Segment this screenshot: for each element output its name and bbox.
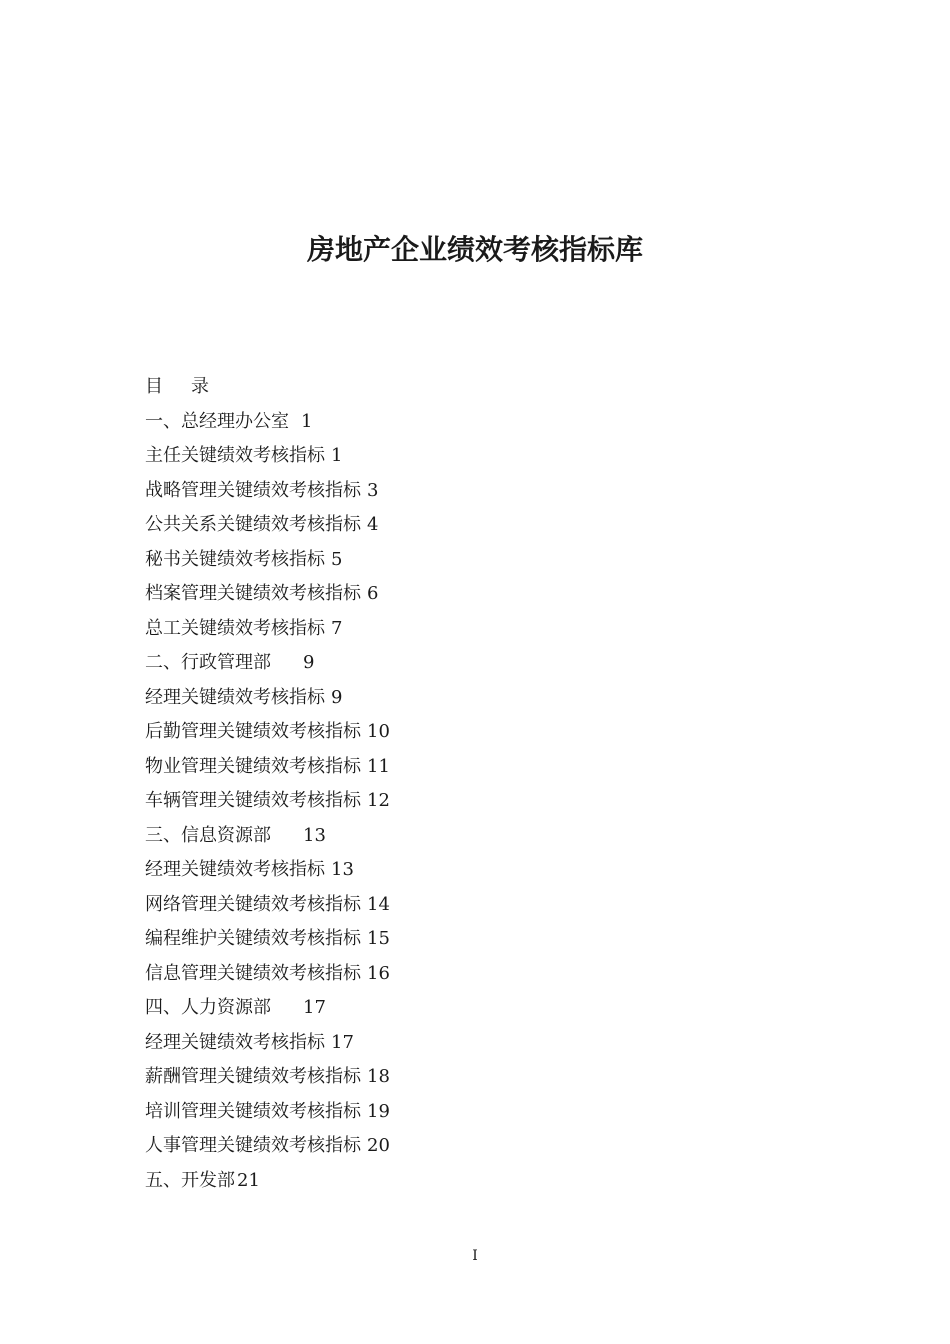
toc-item[interactable]: [145, 922, 845, 957]
toc-item-label: 五、开发部: [145, 1169, 235, 1191]
toc-list: [145, 405, 845, 1199]
toc-item-label: 二、行政管理部: [145, 652, 271, 673]
toc-item[interactable]: [145, 405, 845, 440]
toc-item[interactable]: [145, 715, 845, 750]
toc-item-page-number: 21: [237, 1169, 260, 1191]
toc-item-label: 三、信息资源部: [145, 824, 271, 846]
toc-item-label: 经理关键绩效考核指标: [145, 1031, 325, 1053]
toc-item-label: 总工关键绩效考核指标: [145, 617, 325, 639]
toc-item-label: 车辆管理关键绩效考核指标: [145, 790, 361, 811]
toc-item[interactable]: [145, 1026, 845, 1061]
toc-item-label: 薪酬管理关键绩效考核指标: [145, 1066, 361, 1087]
toc-item-page-number: 3: [367, 479, 379, 501]
toc-item-page-number: 12: [367, 790, 390, 811]
toc-item[interactable]: [145, 612, 845, 647]
toc-item[interactable]: [145, 819, 845, 854]
toc-item-page-number: 1: [331, 445, 343, 466]
toc-item[interactable]: [145, 888, 845, 923]
toc-item[interactable]: [145, 1129, 845, 1164]
toc-item[interactable]: [145, 1164, 845, 1199]
toc-item-page-number: 7: [331, 617, 343, 639]
toc-item-page-number: 17: [303, 997, 326, 1018]
toc-item-label: 网络管理关键绩效考核指标: [145, 893, 361, 915]
toc-item-label: 人事管理关键绩效考核指标: [145, 1135, 361, 1156]
toc-item[interactable]: [145, 991, 845, 1026]
toc-item-page-number: 5: [331, 548, 343, 570]
toc-heading: [145, 370, 845, 405]
toc-item-label: 四、人力资源部: [145, 997, 271, 1018]
toc-heading-left: 目: [145, 376, 163, 397]
toc-item-label: 档案管理关键绩效考核指标: [145, 583, 361, 604]
toc-item-page-number: 10: [367, 721, 390, 742]
toc-item-label: 后勤管理关键绩效考核指标: [145, 721, 361, 742]
toc-item[interactable]: [145, 1095, 845, 1130]
toc-item[interactable]: [145, 750, 845, 785]
toc-item[interactable]: [145, 957, 845, 992]
toc-item-page-number: 4: [367, 514, 379, 535]
table-of-contents: [145, 370, 845, 1198]
toc-item[interactable]: [145, 508, 845, 543]
toc-item[interactable]: [145, 474, 845, 509]
toc-item-page-number: 9: [303, 652, 315, 673]
toc-item-label: 物业管理关键绩效考核指标: [145, 755, 361, 777]
toc-item-page-number: 11: [367, 755, 390, 777]
toc-item-page-number: 14: [367, 893, 390, 915]
toc-item-page-number: 18: [367, 1066, 390, 1087]
toc-item[interactable]: [145, 784, 845, 819]
toc-item[interactable]: [145, 577, 845, 612]
toc-item-label: 战略管理关键绩效考核指标: [145, 479, 361, 501]
toc-item-page-number: 6: [367, 583, 379, 604]
toc-item[interactable]: [145, 646, 845, 681]
toc-item[interactable]: [145, 1060, 845, 1095]
toc-item-label: 信息管理关键绩效考核指标: [145, 962, 361, 984]
toc-item-label: 编程维护关键绩效考核指标: [145, 928, 361, 949]
toc-item-page-number: 19: [367, 1100, 390, 1122]
document-title: 房地产企业绩效考核指标库: [306, 233, 643, 266]
toc-heading-right: 录: [191, 376, 209, 397]
toc-item-page-number: 17: [331, 1031, 354, 1053]
toc-item-label: 主任关键绩效考核指标: [145, 445, 325, 466]
toc-item-page-number: 20: [367, 1135, 390, 1156]
toc-item-page-number: 13: [331, 859, 354, 880]
toc-item[interactable]: [145, 681, 845, 716]
toc-item-page-number: 13: [303, 824, 326, 846]
toc-item-page-number: 1: [301, 410, 313, 432]
toc-item-label: 经理关键绩效考核指标: [145, 859, 325, 880]
toc-item-label: 公共关系关键绩效考核指标: [145, 514, 361, 535]
toc-item-page-number: 15: [367, 928, 390, 949]
toc-item-page-number: 16: [367, 962, 390, 984]
toc-item[interactable]: [145, 853, 845, 888]
toc-item-label: 培训管理关键绩效考核指标: [145, 1100, 361, 1122]
toc-item-label: 秘书关键绩效考核指标: [145, 548, 325, 570]
toc-item[interactable]: [145, 439, 845, 474]
toc-item-label: 一、总经理办公室: [145, 410, 289, 432]
toc-item-label: 经理关键绩效考核指标: [145, 686, 325, 708]
toc-item-page-number: 9: [331, 686, 343, 708]
toc-item[interactable]: [145, 543, 845, 578]
page-number-footer: I: [472, 1248, 478, 1264]
